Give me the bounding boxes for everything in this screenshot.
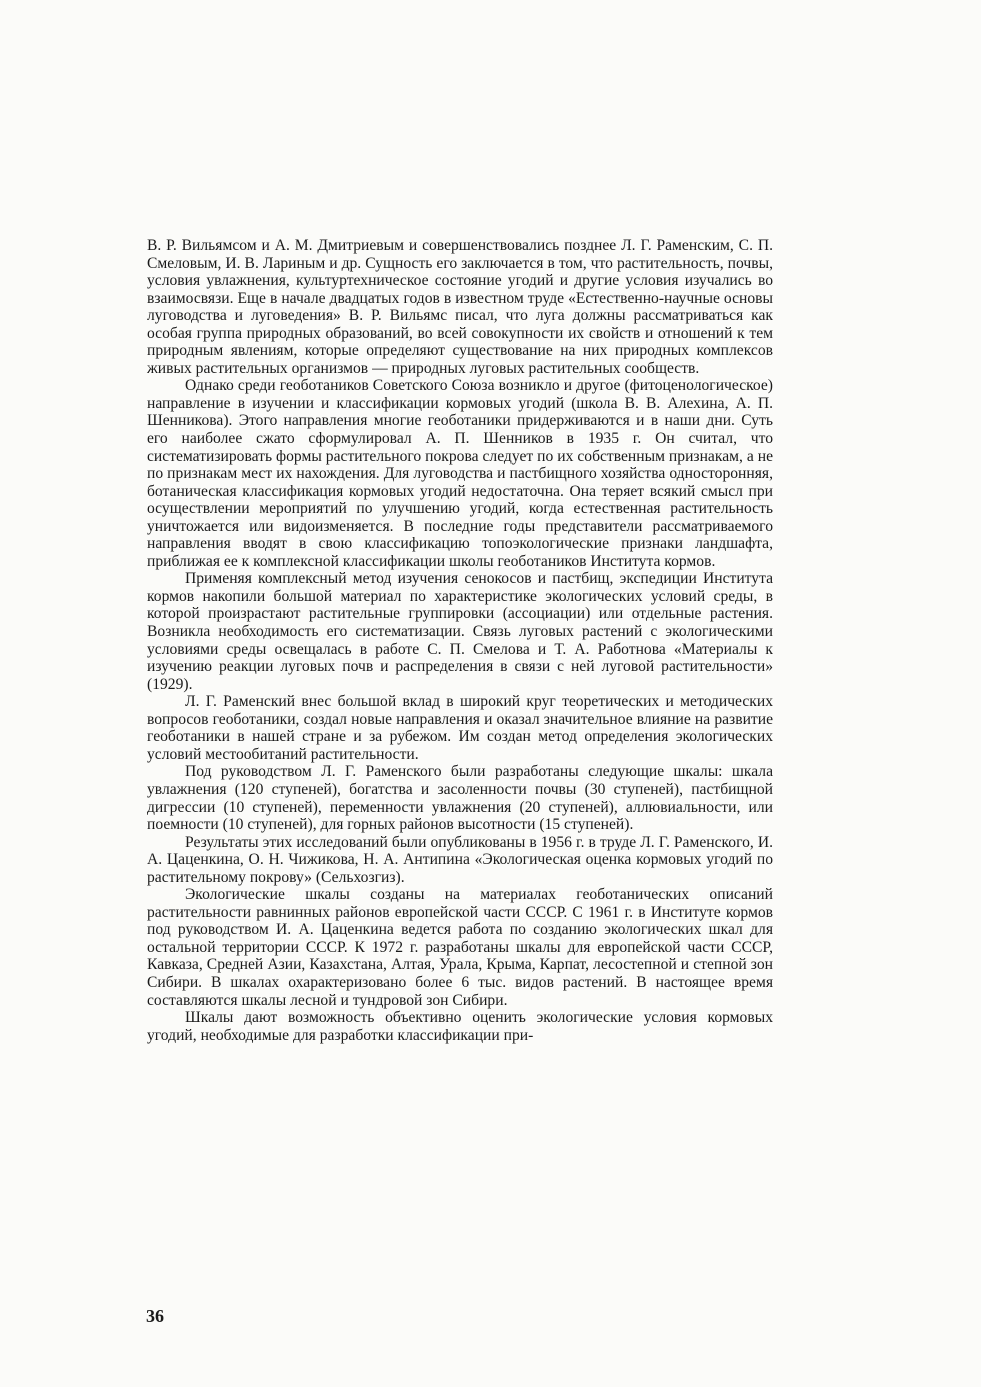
- paragraph-3: Применяя комплексный метод изучения сенокосов и пастбищ, экспедиции Института кормов накопили большой материал по характеристике экологических условий среды, в которой произрастают растительные группировки (ассоциации) или отдельные растения. Возникла необходимость его систематизации. Связь луговых растений с экологическими условиями среды освещалась в работе С. П. Смелова и Т. А. Работнова «Материалы к изучению реакции луговых почв и распределения в связи с ней луговой растительности» (1929).: [147, 570, 773, 693]
- paragraph-6: Результаты этих исследований были опубликованы в 1956 г. в труде Л. Г. Раменского, И. А. Цаценкина, О. Н. Чижикова, Н. А. Антипина «Экологическая оценка кормовых угодий по растительному покрову» (Сельхозгиз).: [147, 833, 773, 886]
- paragraph-8: Шкалы дают возможность объективно оценить экологические условия кормовых угодий, необходимые для разработки классификации при-: [147, 1009, 773, 1044]
- page-number: 36: [146, 1306, 164, 1326]
- paragraph-4: Л. Г. Раменский внес большой вклад в широкий круг теоретических и методических вопросов геоботаники, создал новые направления и оказал значительное влияние на развитие геоботаники в нашей стране и за рубежом. Им создан метод определения экологических условий местообитаний растительности.: [147, 693, 773, 763]
- body-text: [147, 237, 773, 1044]
- paragraph-7: Экологические шкалы созданы на материалах геоботанических описаний растительности равнинных районов европейской части СССР. С 1961 г. в Институте кормов под руководством И. А. Цаценкина ведется работа по созданию экологических шкал для остальной территории СССР. К 1972 г. разработаны шкалы для европейской части СССР, Кавказа, Средней Азии, Казахстана, Алтая, Урала, Крыма, Карпат, лесостепной и степной зон Сибири. В шкалах охарактеризовано более 6 тыс. видов растений. В настоящее время составляются шкалы лесной и тундровой зон Сибири.: [147, 886, 773, 1009]
- paragraph-2: Однако среди геоботаников Советского Союза возникло и другое (фитоценологическое) направление в изучении и классификации кормовых угодий (школа В. В. Алехина, А. П. Шенникова). Этого направления многие геоботаники придерживаются и в наши дни. Суть его наиболее сжато сформулировал А. П. Шенников в 1935 г. Он считал, что систематизировать формы растительного покрова следует по их собственным признакам, а не по признакам мест их нахождения. Для луговодства и пастбищного хозяйства односторонняя, ботаническая классификация кормовых угодий недостаточна. Она теряет всякий смысл при осуществлении мероприятий по улучшению угодий, когда естественная растительность уничтожается или видоизменяется. В последние годы представители рассматриваемого направления вводят в свою классификацию топоэкологические признаки ландшафта, приближая ее к комплексной классификации школы геоботаников Института кормов.: [147, 377, 773, 570]
- paragraph-5: Под руководством Л. Г. Раменского были разработаны следующие шкалы: шкала увлажнения (120 ступеней), богатства и засоленности почвы (30 ступеней), пастбищной дигрессии (10 ступеней), переменности увлажнения (20 ступеней), аллювиальности, или поемности (10 ступеней), для горных районов высотности (15 ступеней).: [147, 763, 773, 834]
- paragraph-1: В. Р. Вильямсом и А. М. Дмитриевым и совершенствовались позднее Л. Г. Раменским, С. П. Смеловым, И. В. Лариным и др. Сущность его заключается в том, что растительность, почвы, условия увлажнения, культуртехническое состояние угодий и другие условия изучались во взаимосвязи. Еще в начале двадцатых годов в известном труде «Естественно-научные основы луговодства и луговедения» В. Р. Вильямс писал, что луга должны рассматриваться как особая группа природных образований, во всей совокупности их свойств и отношений к тем природным явлениям, которые определяют существование на них природных комплексов живых растительных организмов — природных луговых растительных сообществ.: [147, 237, 773, 377]
